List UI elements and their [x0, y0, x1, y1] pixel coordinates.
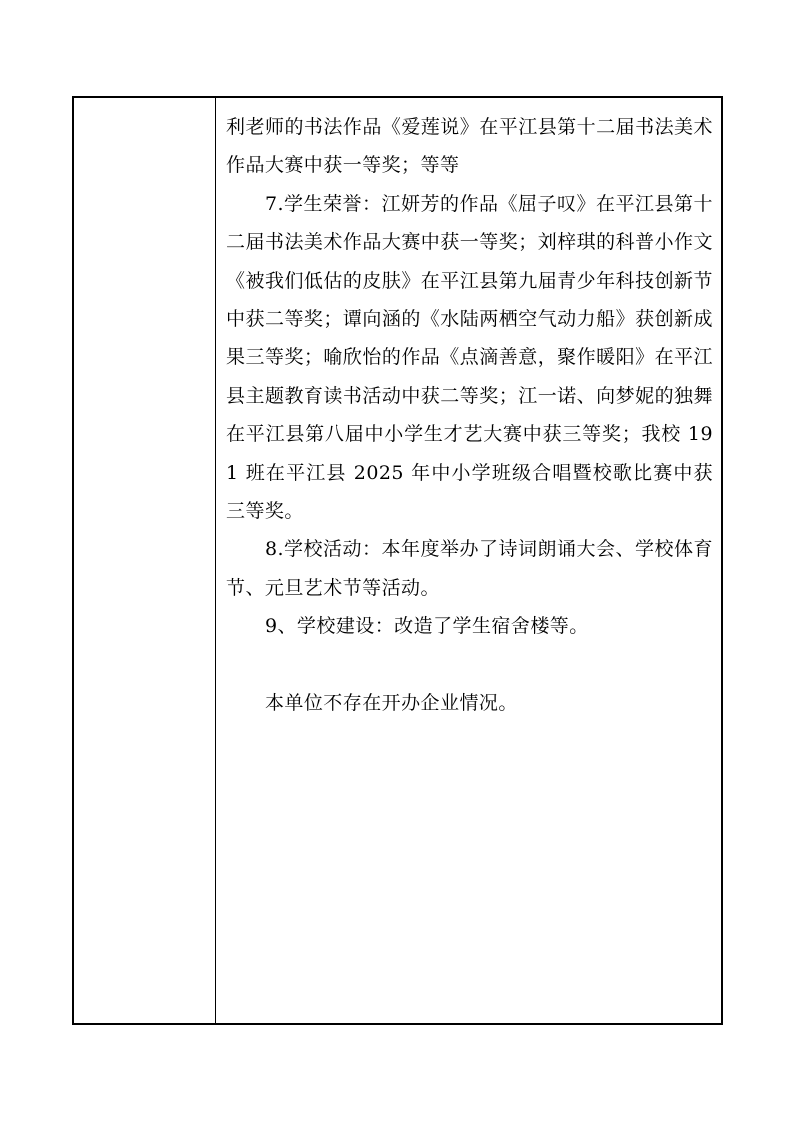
paragraph-student-honors: 7.学生荣誉：江妍芳的作品《屈子叹》在平江县第十二届书法美术作品大赛中获一等奖；刘梓琪的科普小作文《被我们低估的皮肤》在平江县第九届青少年科技创新节中获二等奖；谭向涵的《水陆两栖空气动力船》获创新成果三等奖；喻欣怡的作品《点滴善意，聚作暖阳》在平江县主题教育读书活动中获二等奖；江一诺、向梦妮的独舞在平江县第八届中小学生才艺大赛中获三等奖；我校 191 班在平江县 2025 年中小学班级合唱暨校歌比赛中获三等奖。	[226, 192, 713, 523]
paragraph-school-activities: 8.学校活动：本年度举办了诗词朗诵大会、学校体育节、元旦艺术节等活动。	[226, 538, 713, 599]
paragraph-school-construction: 9、学校建设：改造了学生宿舍楼等。	[264, 615, 589, 638]
content-cell	[217, 98, 721, 1023]
blank-line	[226, 646, 713, 684]
form-table	[72, 96, 723, 1025]
paragraph-enterprise-statement: 本单位不存在开办企业情况。	[264, 692, 518, 715]
paragraph-awards-continued: 利老师的书法作品《爱莲说》在平江县第十二届书法美术作品大赛中获一等奖；等等	[226, 116, 713, 177]
label-cell	[74, 98, 216, 1023]
